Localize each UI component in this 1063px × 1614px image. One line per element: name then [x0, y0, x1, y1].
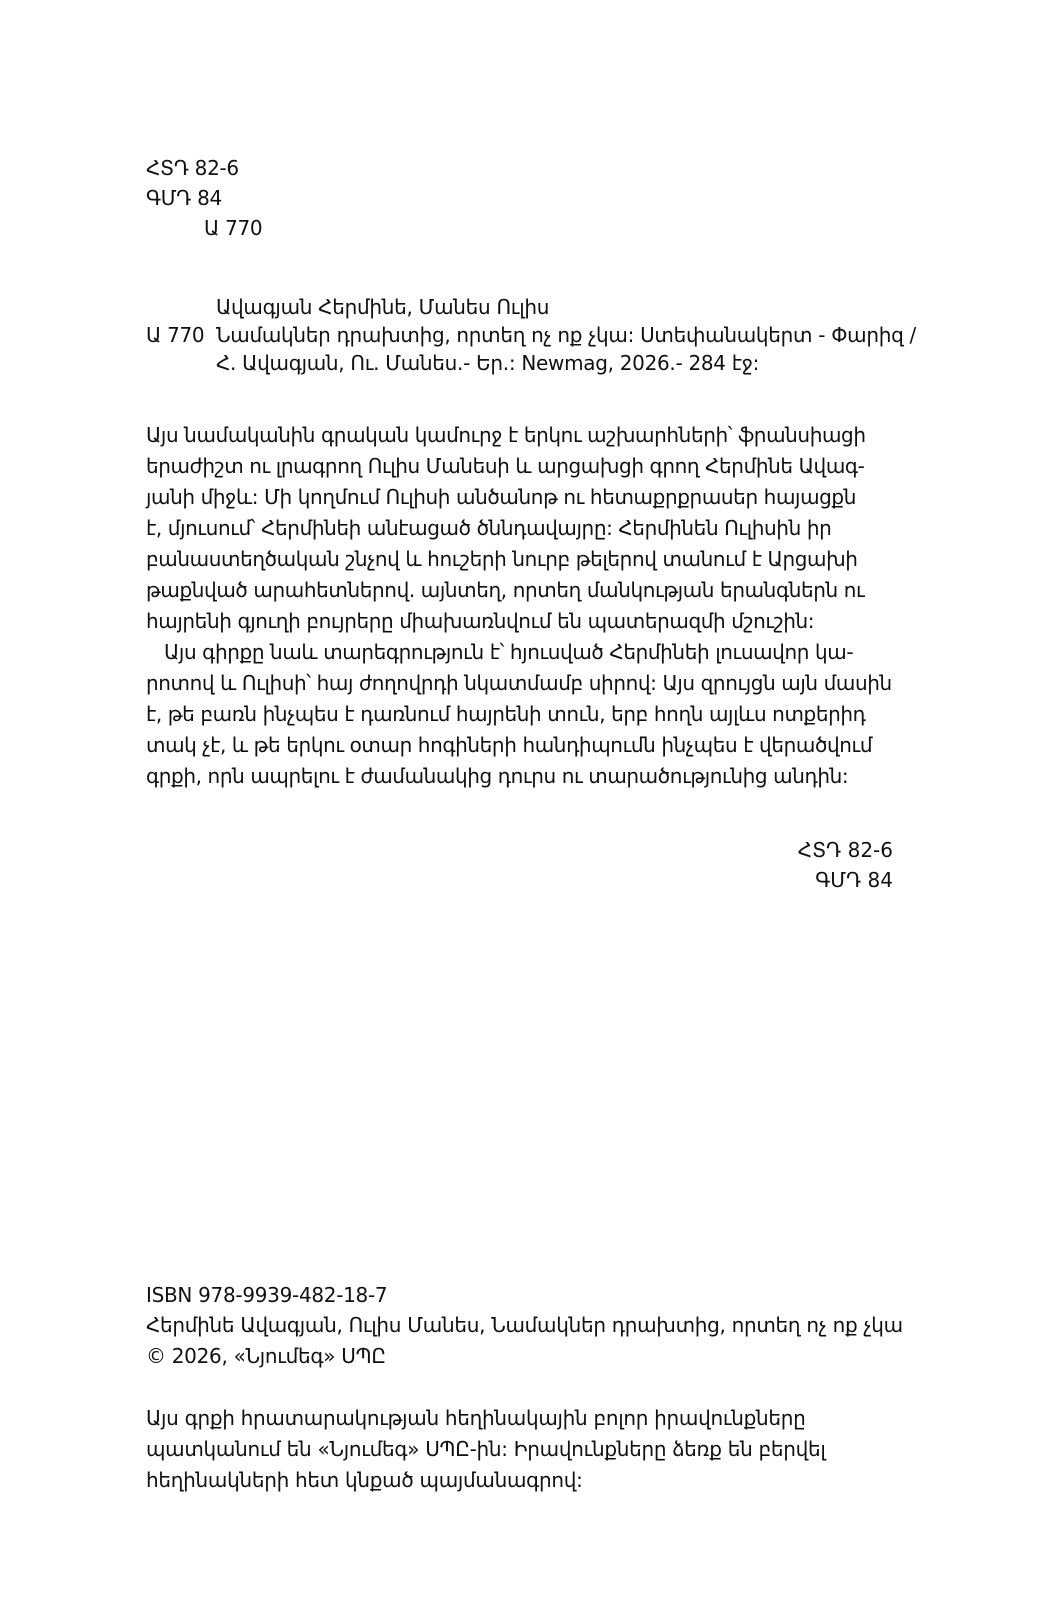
udc-code: ՀՏԴ 82-6 — [797, 838, 893, 862]
annotation-p1-line: է, մյուսում՝ Հերմինեի անէացած ծննդավայրը: Հերմինեն Ուլիսին իր — [146, 516, 832, 540]
catalog-author-mark: Ա 770 — [146, 323, 205, 347]
annotation-p1-line: յանի միջև: Մի կողմում Ուլիսի անծանոթ ու հետաքրքրասեր հայացքն — [146, 485, 857, 509]
rights-line: պատկանում են «Նյումեգ» ՍՊԸ-ին: Իրավունքները ձեռք են բերվել — [146, 1437, 826, 1461]
annotation-p1-line: հայրենի գյուղի բույրերը միախառնվում են պատերազմի մշուշին: — [146, 609, 815, 633]
classification-bottom — [798, 835, 893, 895]
catalog-title: Նամակներ դրախտից, որտեղ ոչ ոք չկա: Ստեփանակերտ - Փարիզ / — [216, 323, 916, 347]
rights-line: հեղինակների հետ կնքած պայմանագրով: — [146, 1468, 583, 1492]
bbk-code: ԳՄԴ 84 — [146, 186, 222, 210]
annotation-p1-line: Այս նամականին գրական կամուրջ է երկու աշխարհների՝ ֆրանսիացի — [146, 423, 866, 447]
catalog-imprint: Հ. Ավագյան, Ու. Մանես.- Եր.: Newmag, 2026.- 284 էջ: — [216, 351, 760, 375]
annotation-p1-line: բանաստեղծական շնչով և հուշերի նուրբ թելերով տանում է Արցախի — [146, 547, 858, 571]
catalog-authors: Ավագյան Հերմինե, Մանես Ուլիս — [216, 295, 550, 319]
annotation-p2-line: տակ չէ, և թե երկու օտար հոգիների հանդիպումն ինչպես է վերածվում — [146, 733, 873, 757]
isbn: ISBN 978-9939-482-18-7 — [146, 1283, 388, 1307]
udc-code: ՀՏԴ 82-6 — [146, 156, 239, 180]
annotation-p2-line: րոտով և Ուլիսի՝ հայ ժողովրդի նկատմամբ սիրով: Այս զրույցն այն մասին — [146, 671, 892, 695]
annotation-p2-line: Այս գիրքը նաև տարեգրություն է՝ հյուսված Հերմինեի լուսավոր կա- — [164, 640, 854, 664]
annotation-p2-line: գրքի, որն ապրելու է ժամանակից դուրս ու տարածությունից անդին: — [146, 764, 849, 788]
annotation-p1-line: թաքնված արահետներով. այնտեղ, որտեղ մանկության երանգներն ու — [146, 578, 865, 602]
copyright-line: © 2026, «Նյումեգ» ՍՊԸ — [146, 1344, 386, 1368]
annotation — [146, 420, 891, 792]
author-mark: Ա 770 — [204, 216, 263, 240]
credit-line: Հերմինե Ավագյան, Ուլիս Մանես, Նամակներ դրախտից, որտեղ ոչ ոք չկա — [146, 1313, 903, 1337]
annotation-p2-line: է, թե բառն ինչպես է դառնում հայրենի տուն, երբ հողն այլևս ոտքերիդ — [146, 702, 866, 726]
annotation-p1-line: երաժիշտ ու լրագրող Ուլիս Մանեսի և արցախցի գրող Հերմինե Ավագ- — [146, 454, 865, 478]
bbk-code: ԳՄԴ 84 — [815, 868, 893, 892]
rights-line: Այս գրքի հրատարակության հեղինակային բոլոր իրավունքները — [146, 1406, 806, 1430]
